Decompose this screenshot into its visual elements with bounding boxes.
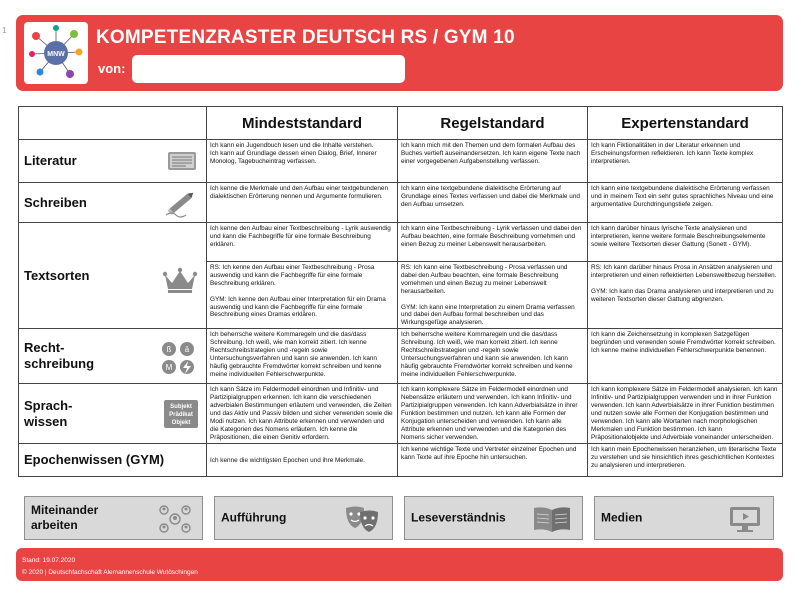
button-label: Aufführung [221,510,287,525]
table-row [19,140,783,183]
svg-text:Subjekt: Subjekt [170,404,192,411]
svg-text:ß: ß [166,345,172,355]
cell-textsorten-prosa-exp: RS: Ich kann darüber hinaus Prosa in Ansätzen analysieren und interpretieren und einen reflektierten Lebensweltbezug herstellen. GYM: Ich kann das Drama analysieren und interpretieren und zu weiteren Textsorten dieser Gattung abgrenzen. [588,262,783,329]
teamwork-icon [158,504,192,534]
table-row [19,329,783,384]
row-header-textsorten [19,223,207,329]
footer-banner [16,548,783,581]
cell-sprachwissen-exp: Ich kann komplexere Sätze im Feldermodell analysieren. Ich kann Infinitiv- und Partizipialgruppen verwenden und in ihrer Funktion verwenden. Ich kann Adverbialsätze in ihrer Funktion bestimmen und nutzen sowie alle Formen der Konjugation bestimmen und verwenden. Ich kann alle Wortarten nach morphologischen Merkmalen und Funktion bestimmen. Ich kann Präpositionalobjekte und Adverbiale voneinander unterscheiden. [588,384,783,444]
table-row [19,384,783,444]
page-number: 1 [2,26,7,35]
grammar-icon [164,400,198,428]
cell-rechtschreibung-min: Ich beherrsche weitere Kommaregeln und die das/dass Schreibung. Ich weiß, wie man korrekt zitiert. Ich kenne Rechtschreibstrategien und -regeln sowie Untersuchungsverfahren und kann sie anwenden. Ich kann häufig gebrauchte Fremdwörter korrekt schreiben und kenne meine individuellen Fehlerschwerpunkte. [207,329,398,384]
cell-epochenwissen-reg: Ich kenne wichtige Texte und Vertreter einzelner Epochen und kann Texte auf ihre Epoche hin untersuchen. [398,444,588,477]
table-row [19,183,783,223]
grid-corner-cell [19,107,207,140]
cell-schreiben-min: Ich kenne die Merkmale und den Aufbau einer textgebundenen dialektischen Erörterung nennen und Argumente formulieren. [207,183,398,223]
page-title: KOMPETENZRASTER DEUTSCH RS / GYM 10 [96,27,515,48]
row-label: Textsorten [24,267,90,283]
svg-text:MNW: MNW [47,51,65,58]
author-label: von: [98,61,126,76]
cell-schreiben-exp: Ich kann eine textgebundene dialektische Erörterung verfassen und in meinem Text ein sehr gutes sprachliches Niveau und eine argumentative Durchdringungstiefe zeigen. [588,183,783,223]
table-row [19,223,783,262]
footer-date: Stand: 19.07.2020 [22,557,76,564]
cell-literatur-reg: Ich kann mich mit den Themen und dem formalen Aufbau des Buches vertieft auseinandersetzen. Ich kann eigene Texte nach einer vorgegebenen Aufgabenstellung verfassen. [398,140,588,183]
svg-text:ä: ä [184,345,190,355]
button-label: Medien [601,510,643,525]
theater-masks-icon [342,504,382,534]
grid-header-row [19,107,783,140]
cell-epochenwissen-exp: Ich kann mein Epochenwissen heranziehen, um literarische Texte zu verstehen und sie hinsichtlich ihres geschichtlichen Kontextes zu analysieren und interpretieren. [588,444,783,477]
miteinander-arbeiten-button[interactable] [24,496,203,540]
cell-textsorten-lyrik-reg: Ich kann eine Textbeschreibung - Lyrik verfassen und dabei den Aufbau beachten, eine formale Beschreibung vornehmen und einen Bezug zu meiner Lebenswelt herausarbeiten. [398,223,588,262]
cell-textsorten-prosa-min: RS: Ich kenne den Aufbau einer Textbeschreibung - Prosa auswendig und kann die Fachbegriffe für eine formale Beschreibung erklären. GYM: Ich kenne den Aufbau einer Interpretation für ein Drama auswendig und kann die Fachbegriffe für eine formale Beschreibung eines Dramas erklären. [207,262,398,329]
cell-textsorten-lyrik-min: Ich kenne den Aufbau einer Textbeschreibung - Lyrik auswendig und kann die Fachbegriffe für eine formale Beschreibung erklären. [207,223,398,262]
row-label: Sprach- wissen [24,397,73,429]
footer-copyright: © 2020 | Deutschfachschaft Alemannenschule Wutöschingen [22,569,198,576]
cell-textsorten-lyrik-exp: Ich kann darüber hinaus lyrische Texte analysieren und interpretieren, kenne weitere formale Beschreibungselemente sowie weitere Textsorten dieser Gattung (Sonett - GYM). [588,223,783,262]
button-label: Miteinander arbeiten [31,503,99,532]
cell-schreiben-reg: Ich kann eine textgebundene dialektische Erörterung auf Grundlage eines Textes verfassen und dabei die Merkmale und den Aufbau umsetzen. [398,183,588,223]
author-name-input[interactable] [132,55,405,83]
svg-text:Objekt: Objekt [171,420,191,427]
header-banner [16,15,783,91]
row-header-rechtschreibung [19,329,207,384]
row-header-sprachwissen [19,384,207,444]
open-book-icon [532,504,572,534]
button-label: Leseverständnis [411,510,506,525]
cell-rechtschreibung-reg: Ich beherrsche weitere Kommaregeln und die das/dass Schreibung. Ich weiß, wie man korrekt zitiert. Ich kenne Rechtschreibstrategien und -regeln sowie Untersuchungsverfahren und kann sie anwenden. Ich kann häufig gebrauchte Fremdwörter korrekt schreiben und kenne meine individuellen Fehlerschwerpunkte. [398,329,588,384]
spelling-icon [158,339,198,377]
column-header-regular: Regelstandard [398,107,588,140]
cell-literatur-min: Ich kann ein Jugendbuch lesen und die Inhalte verstehen. Ich kann auf Grundlage dessen einen Dialog, Brief, Innerer Monolog, Tagebucheintrag verfassen. [207,140,398,183]
row-header-literatur [19,140,207,183]
pencil-icon [164,188,198,218]
row-label: Epochenwissen (GYM) [24,452,165,468]
svg-text:Prädikat: Prädikat [169,412,193,419]
competency-grid [18,106,783,477]
row-label: Recht- schreibung [24,340,95,372]
cell-epochenwissen-min: Ich kenne die wichtigsten Epochen und ihre Merkmale. [207,444,398,477]
row-header-epochenwissen [19,444,207,477]
row-label: Schreiben [24,194,87,210]
cell-textsorten-prosa-reg: RS: Ich kann eine Textbeschreibung - Prosa verfassen und dabei den Aufbau beachten, eine formale Beschreibung vornehmen und einen Bezug zu meiner Lebenswelt herausarbeiten. GYM: Ich kann eine Interpretation zu einem Drama verfassen und dabei den Aufbau formal beschreiben und das Wirkungsgefüge analysieren. [398,262,588,329]
book-icon [166,148,198,174]
network-logo-icon [24,22,88,84]
auffuehrung-button[interactable] [214,496,393,540]
row-header-schreiben [19,183,207,223]
cell-sprachwissen-reg: Ich kann komplexere Sätze im Feldermodell einordnen und Nebensätze erläutern und verwenden. Ich kann Infinitiv- und Partizipialgruppen verwenden. Ich kann Adverbialsätze in ihrer Funktion bestimmen und nutzen. Ich kann alle Formen der Konjugation unterscheiden und verwenden. Ich kann alle Attribute erkennen und verwenden und die Kategorien des Nomens sicher verwenden. [398,384,588,444]
cell-rechtschreibung-exp: Ich kann die Zeichensetzung in komplexen Satzgefügen begründen und verwenden sowie Fremdwörter korrekt schreiben. Ich kenne meine individuellen Fehlerschwerpunkte benennen. [588,329,783,384]
computer-icon [727,504,763,534]
cell-literatur-exp: Ich kann Fiktionalitäten in der Literatur erkennen und Erscheinungsformen reflektieren. Ich kann Texte komplex interpretieren. [588,140,783,183]
row-label: Literatur [24,153,77,168]
column-header-expert: Expertenstandard [588,107,783,140]
table-row [19,444,783,477]
school-logo [24,22,88,84]
svg-text:M: M [165,363,173,373]
cell-sprachwissen-min: Ich kann Sätze im Feldermodell einordnen und Infinitiv- und Partizipialgruppen erkennen. Ich kann die verschiedenen adverbialen Bestimmungen erläutern und verwenden, die Zeiten und das Aktiv und Passiv bilden und sicher verwenden sowie die Modi nutzen. Ich kann Attribute erkennen und verwenden und die Kategorien des Nomens erläutern. Ich kenne die Präpositionen, die einen Genitiv erfordern. [207,384,398,444]
crown-icon [162,265,198,295]
leseverstaendnis-button[interactable] [404,496,583,540]
medien-button[interactable] [594,496,774,540]
column-header-minimum: Mindeststandard [207,107,398,140]
